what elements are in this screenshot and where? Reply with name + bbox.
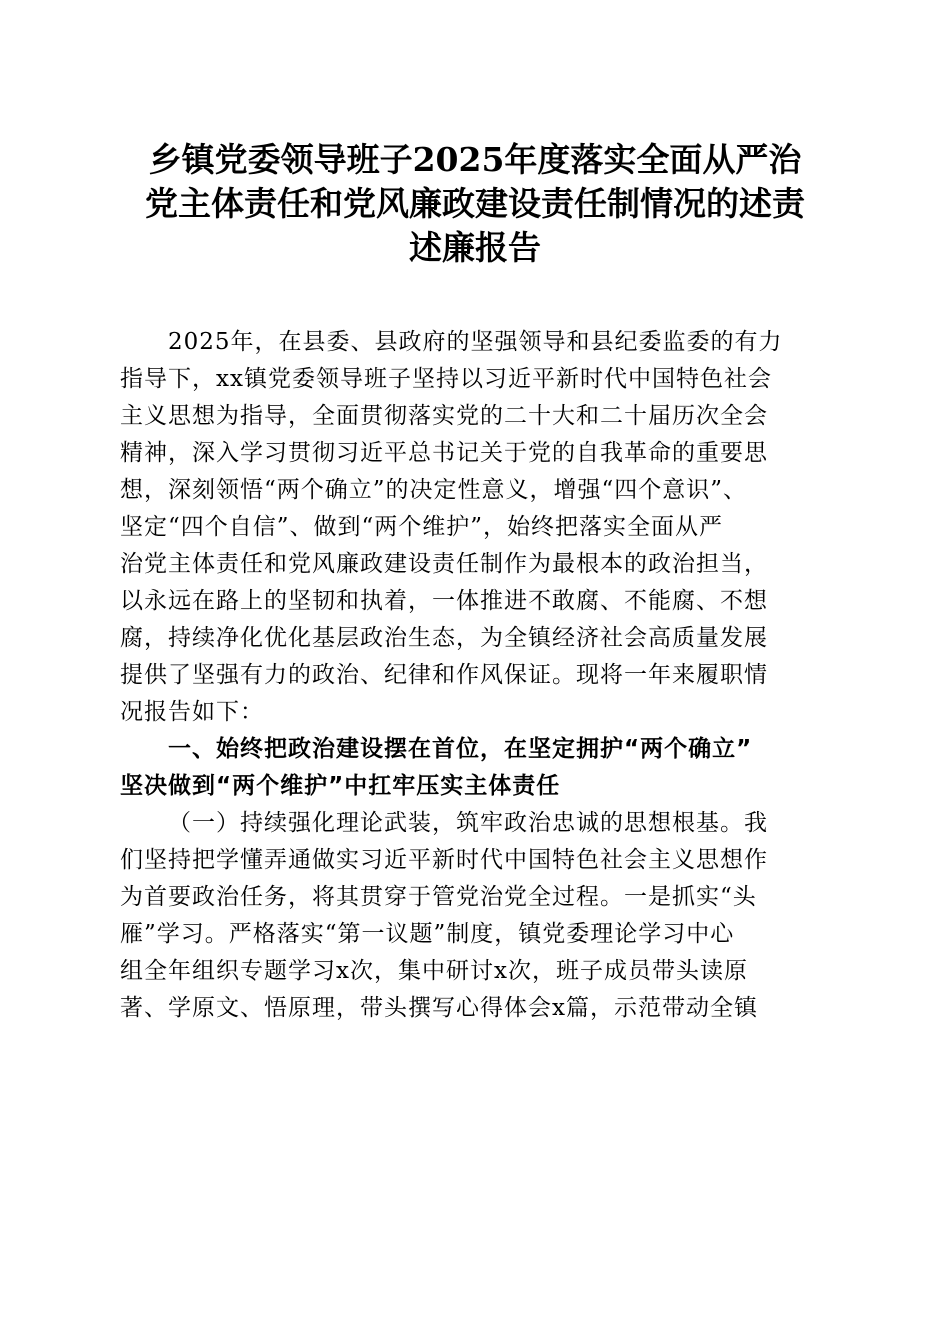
paragraph-line: 著、学原文、悟原理，带头撰写心得体会x篇，示范带动全镇 xyxy=(120,995,758,1021)
paragraph-line: 组全年组织专题学习x次，集中研讨x次，班子成员带头读原 xyxy=(120,958,748,984)
paragraph-line: 精神，深入学习贯彻习近平总书记关于党的自我革命的重要思 xyxy=(120,440,768,466)
paragraph-line: 们坚持把学懂弄通做实习近平新时代中国特色社会主义思想作 xyxy=(120,847,768,873)
paragraph-line: 2025年，在县委、县政府的坚强领导和县纪委监委的有力 xyxy=(168,329,783,355)
title-line: 党主体责任和党风廉政建设责任制情况的述责 xyxy=(145,184,805,223)
paragraph-line: 坚定“四个自信”、做到“两个维护”，始终把落实全面从严 xyxy=(120,514,724,540)
paragraph-line: 提供了坚强有力的政治、纪律和作风保证。现将一年来履职情 xyxy=(120,662,768,688)
paragraph-line: 况报告如下： xyxy=(120,699,264,725)
paragraph-line: 腐，持续净化优化基层政治生态，为全镇经济社会高质量发展 xyxy=(120,625,768,651)
title-line: 乡镇党委领导班子2025年度落实全面从严治 xyxy=(148,140,802,179)
document-body xyxy=(120,324,830,1027)
paragraph-line: 想，深刻领悟“两个确立”的决定性意义，增强“四个意识”、 xyxy=(120,477,748,503)
paragraph-line: 雁”学习。严格落实“第一议题”制度，镇党委理论学习中心 xyxy=(120,921,735,947)
section-heading xyxy=(120,731,830,805)
paragraph-line: 为首要政治任务，将其贯穿于管党治党全过程。一是抓实“头 xyxy=(120,884,757,910)
intro-paragraph xyxy=(120,324,830,731)
paragraph-line: 指导下，xx镇党委领导班子坚持以习近平新时代中国特色社会 xyxy=(120,366,772,392)
heading-line: 一、始终把政治建设摆在首位，在坚定拥护“两个确立” xyxy=(168,736,753,762)
paragraph-line: （一）持续强化理论武装，筑牢政治忠诚的思想根基。我 xyxy=(168,810,768,836)
document-title xyxy=(120,138,830,270)
title-line: 述廉报告 xyxy=(409,228,541,267)
paragraph-line: 主义思想为指导，全面贯彻落实党的二十大和二十届历次全会 xyxy=(120,403,768,429)
paragraph-line: 治党主体责任和党风廉政建设责任制作为最根本的政治担当， xyxy=(120,551,768,577)
subsection-paragraph xyxy=(120,805,830,1027)
paragraph-line: 以永远在路上的坚韧和执着，一体推进不敢腐、不能腐、不想 xyxy=(120,588,768,614)
heading-line: 坚决做到“两个维护”中扛牢压实主体责任 xyxy=(120,773,561,799)
